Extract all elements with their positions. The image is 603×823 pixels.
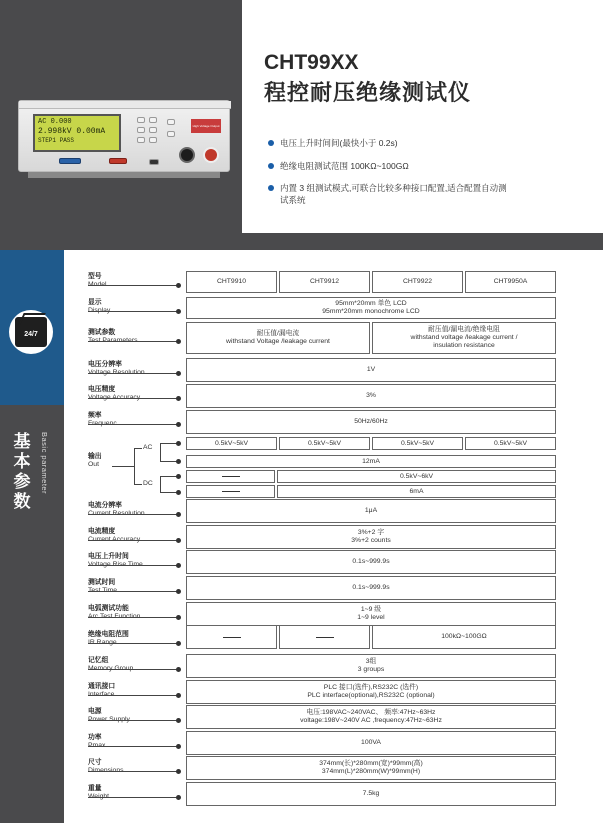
model-cell — [372, 271, 463, 293]
cell-text: 3组 — [365, 658, 377, 665]
connector-dot — [176, 718, 181, 723]
connector-dot — [176, 667, 181, 672]
label-en: Weight — [88, 793, 110, 800]
row-label-pmax — [88, 734, 105, 750]
out-dc-blank-cell-2 — [186, 485, 275, 498]
bullet-icon — [268, 140, 274, 146]
output-connector — [112, 466, 134, 467]
label-en: Power Supply — [88, 716, 130, 723]
row-connector — [88, 771, 178, 772]
cell-text: 374mm(长)*280mm(宽)*99mm(高) — [319, 760, 423, 767]
device-hv-label: High Voltage Output — [191, 119, 221, 133]
connector-dot — [176, 309, 181, 314]
section-title-cn: 基本参数 — [13, 432, 31, 511]
memory-cell — [186, 654, 556, 678]
device-brandbar — [19, 101, 231, 109]
device-key — [167, 131, 175, 137]
label-en: Voltage Resolution — [88, 369, 145, 376]
label-cn: 输出 — [88, 453, 102, 460]
connector-dot — [176, 615, 181, 620]
row-label-frequency — [88, 412, 117, 428]
cell-text: voltage:198V~240V AC ,frequency:47Hz~63Hz — [300, 717, 442, 724]
device-key — [137, 137, 145, 143]
model-cell — [279, 271, 370, 293]
test-params-cell-a — [186, 322, 370, 354]
row-connector — [88, 695, 178, 696]
connector-dot — [176, 795, 181, 800]
cell-text: 1μA — [364, 507, 378, 514]
row-label-voltage_res — [88, 361, 145, 377]
cell-text: withstand voltage /leakage current / — [410, 334, 518, 341]
test-params-cell-b — [372, 322, 556, 354]
device-usb-port — [149, 159, 159, 165]
cell-text: 3% — [366, 392, 376, 399]
device-key — [149, 117, 157, 123]
dc-bracket — [160, 476, 161, 492]
current-acc-cell — [186, 525, 556, 549]
out-dc-v-cell — [277, 470, 556, 483]
out-ac-v-cell — [186, 437, 277, 450]
cell-text: 1V — [366, 366, 376, 373]
connector-dot — [176, 744, 181, 749]
label-en: IR Range — [88, 639, 117, 646]
connector-dot — [176, 441, 181, 446]
cell-text: insulation resistance — [433, 342, 495, 349]
row-connector — [88, 373, 178, 374]
row-label-power — [88, 708, 130, 724]
feature-item — [268, 137, 568, 149]
feature-item — [268, 160, 568, 172]
device-key — [137, 117, 145, 123]
connector-dot — [176, 371, 181, 376]
current-res-cell — [186, 499, 556, 523]
row-label-display — [88, 299, 110, 315]
cell-text: 耐压值/漏电流 — [256, 330, 300, 337]
label-cn: 功率 — [88, 734, 102, 741]
model-cell — [186, 271, 277, 293]
cell-text: PLC interface(optional),RS232C (optional) — [307, 692, 435, 699]
display-cell — [186, 297, 556, 319]
output-bracket — [134, 448, 135, 484]
connector-dot — [176, 512, 181, 517]
section-title-en: Basic parameter — [40, 432, 49, 495]
cell-text: PLC 接口(选件),RS232C (选件) — [323, 684, 419, 691]
device-body — [18, 100, 230, 172]
badge-icon: 24/7 — [15, 317, 47, 347]
pmax-cell — [186, 731, 556, 755]
feature-item — [268, 182, 508, 206]
cell-text: 0.5kV~5kV — [307, 439, 342, 447]
cell-text: 0.5kV~5kV — [400, 439, 435, 447]
arc-cell — [186, 602, 556, 626]
out-ac-v-cell — [465, 437, 556, 450]
cell-text: 1~9 级 — [360, 606, 382, 613]
label-cn: 尺寸 — [88, 759, 102, 766]
out-ac-i-cell — [186, 455, 556, 468]
test-time-cell — [186, 576, 556, 600]
label-cn: 记忆组 — [88, 657, 109, 664]
label-cn: 型号 — [88, 273, 102, 280]
label-cn: 重量 — [88, 785, 102, 792]
model-cell — [465, 271, 556, 293]
label-cn: 电流精度 — [88, 528, 116, 535]
cell-text: 6mA — [409, 487, 424, 495]
connector-dot — [176, 339, 181, 344]
row-label-voltage_acc — [88, 386, 140, 402]
label-en: Current Accuracy — [88, 536, 141, 543]
device-key — [137, 127, 145, 133]
cell-text — [222, 491, 240, 492]
device-lcd — [33, 114, 121, 152]
ir-range-blank-2 — [279, 625, 370, 649]
voltage-res-cell — [186, 358, 556, 382]
label-cn: 电弧测试功能 — [88, 605, 129, 612]
row-connector — [88, 746, 178, 747]
row-connector — [88, 514, 178, 515]
row-label-current_acc — [88, 528, 140, 544]
device-key — [167, 119, 175, 125]
connector-dot — [176, 474, 181, 479]
cell-text — [316, 637, 334, 638]
lcd-line-2: 2.998kV 0.00mA — [38, 127, 106, 136]
label-cn: 电压上升时间 — [88, 553, 129, 560]
row-label-current_res — [88, 502, 145, 518]
label-cn: 显示 — [88, 299, 102, 306]
label-en: Test Time — [88, 587, 118, 594]
device-stop-button — [109, 158, 127, 164]
power-cell — [186, 705, 556, 729]
dc-label: DC — [143, 480, 153, 487]
row-label-weight — [88, 785, 109, 801]
bullet-icon — [268, 185, 274, 191]
connector-dot — [176, 563, 181, 568]
connector-dot — [176, 538, 181, 543]
ac-branch — [134, 448, 142, 449]
cell-text: 374mm(L)*280mm(W)*99mm(H) — [321, 768, 421, 775]
connector-dot — [176, 589, 181, 594]
label-en: Frequenc — [88, 420, 117, 427]
cell-text: 95mm*20mm 单色 LCD — [335, 300, 407, 307]
connector-dot — [176, 396, 181, 401]
row-connector — [88, 424, 178, 425]
row-connector — [88, 398, 178, 399]
dimensions-cell — [186, 756, 556, 780]
device-hv-terminal — [203, 147, 219, 163]
out-ac-v-cell — [279, 437, 370, 450]
label-en: Voltage Accuracy — [88, 394, 141, 401]
support-badge — [9, 310, 53, 354]
row-connector — [88, 311, 178, 312]
cell-text: 3%+2 字 — [357, 529, 385, 536]
cell-text: 0.5kV~6kV — [399, 472, 434, 480]
device-key — [149, 127, 157, 133]
bullet-icon — [268, 163, 274, 169]
cell-text: 0.5kV~5kV — [214, 439, 249, 447]
label-cn: 电压精度 — [88, 386, 116, 393]
cell-text: 电压:198VAC~240VAC、 频率:47Hz~63Hz — [306, 709, 436, 716]
row-label-dimensions — [88, 759, 124, 775]
cell-text: 95mm*20mm monochrome LCD — [322, 308, 420, 315]
lcd-line-1: AC 0.000 — [38, 118, 72, 126]
weight-cell — [186, 782, 556, 806]
row-label-test_params — [88, 329, 137, 345]
row-label-rise_time — [88, 553, 143, 569]
model-title: CHT99XX — [264, 51, 359, 74]
label-en: Voltage Rise Time — [88, 561, 143, 568]
label-en: Display — [88, 307, 111, 314]
row-connector — [88, 720, 178, 721]
row-label-output — [88, 453, 102, 469]
label-en: Out — [88, 461, 99, 468]
connector-dot — [176, 283, 181, 288]
cell-text: 12mA — [362, 457, 380, 465]
row-label-interface — [88, 683, 115, 699]
feature-text: 绝缘电阻测试范围 100KΩ~100GΩ — [280, 161, 409, 171]
ir-range-cell — [372, 625, 556, 649]
label-en: Model — [88, 281, 107, 288]
cell-text: 100VA — [361, 739, 381, 746]
connector-dot — [176, 459, 181, 464]
label-en: Interface — [88, 691, 115, 698]
cell-text: 3 groups — [357, 666, 385, 673]
cell-text: 50Hz/60Hz — [354, 418, 388, 425]
device-key — [149, 137, 157, 143]
lcd-line-3: STEP1 PASS — [38, 137, 75, 144]
cell-text: 100kΩ~100GΩ — [441, 633, 487, 640]
cell-text: 耐压值/漏电流/绝缘电阻 — [428, 326, 500, 333]
ac-label: AC — [143, 444, 153, 451]
connector-dot — [176, 490, 181, 495]
label-cn: 测试时间 — [88, 579, 116, 586]
cell-text: 0.1s~999.9s — [352, 558, 390, 565]
row-connector — [88, 643, 178, 644]
rise-time-cell — [186, 550, 556, 574]
row-connector — [88, 669, 178, 670]
row-label-model — [88, 273, 107, 289]
ir-range-blank-1 — [186, 625, 277, 649]
label-en: Pmax — [88, 742, 106, 749]
frequency-cell — [186, 410, 556, 434]
cell-text: CHT9950A — [493, 278, 528, 285]
row-connector — [88, 797, 178, 798]
cell-text: CHT9912 — [309, 278, 340, 285]
label-en: Current Resolution — [88, 510, 145, 517]
device-foot — [28, 172, 220, 178]
cell-text: 3%+2 counts — [351, 537, 391, 544]
product-name: 程控耐压绝缘测试仪 — [264, 80, 472, 105]
row-label-arc — [88, 605, 140, 621]
device-start-button — [59, 158, 81, 164]
cell-text: CHT9910 — [216, 278, 247, 285]
label-cn: 电压分辨率 — [88, 361, 122, 368]
row-connector — [88, 540, 178, 541]
row-connector — [88, 341, 178, 342]
row-label-ir_range — [88, 631, 129, 647]
out-ac-v-cell — [372, 437, 463, 450]
cell-text: withstand Voltage /leakage current — [226, 338, 330, 345]
feature-text: 内置 3 组测试模式,可联合比较多种接口配置,适合配置自动测试系统 — [280, 183, 507, 205]
interface-cell — [186, 680, 556, 704]
feature-text: 电压上升时间间(最快小于 0.2s) — [280, 138, 398, 148]
cell-text — [222, 476, 240, 477]
connector-dot — [176, 693, 181, 698]
out-dc-i-cell — [277, 485, 556, 498]
label-en: Arc Test Function — [88, 613, 141, 620]
voltage-acc-cell — [186, 384, 556, 408]
label-en: Memory Group — [88, 665, 134, 672]
cell-text: 0.5kV~5kV — [493, 439, 528, 447]
connector-dot — [176, 422, 181, 427]
label-cn: 测试参数 — [88, 329, 116, 336]
row-connector — [88, 285, 178, 286]
device-knob — [179, 147, 195, 163]
row-connector — [88, 617, 178, 618]
label-en: Dimensions — [88, 767, 124, 774]
header-strip — [0, 233, 603, 250]
connector-dot — [176, 641, 181, 646]
row-connector — [88, 565, 178, 566]
row-label-memory — [88, 657, 133, 673]
row-label-test_time — [88, 579, 117, 595]
ac-bracket — [160, 443, 161, 461]
cell-text — [223, 637, 241, 638]
row-connector — [88, 591, 178, 592]
cell-text: 7.5kg — [362, 790, 380, 797]
connector-dot — [176, 769, 181, 774]
cell-text: 1~9 level — [357, 614, 385, 621]
out-dc-blank-cell — [186, 470, 275, 483]
label-cn: 电流分辨率 — [88, 502, 122, 509]
label-cn: 电源 — [88, 708, 102, 715]
label-en: Test Parameters — [88, 337, 138, 344]
label-cn: 通讯接口 — [88, 683, 116, 690]
cell-text: 0.1s~999.9s — [352, 584, 390, 591]
label-cn: 绝缘电阻范围 — [88, 631, 129, 638]
dc-branch — [134, 484, 142, 485]
cell-text: CHT9922 — [402, 278, 433, 285]
device-photo — [18, 100, 230, 178]
label-cn: 频率 — [88, 412, 102, 419]
